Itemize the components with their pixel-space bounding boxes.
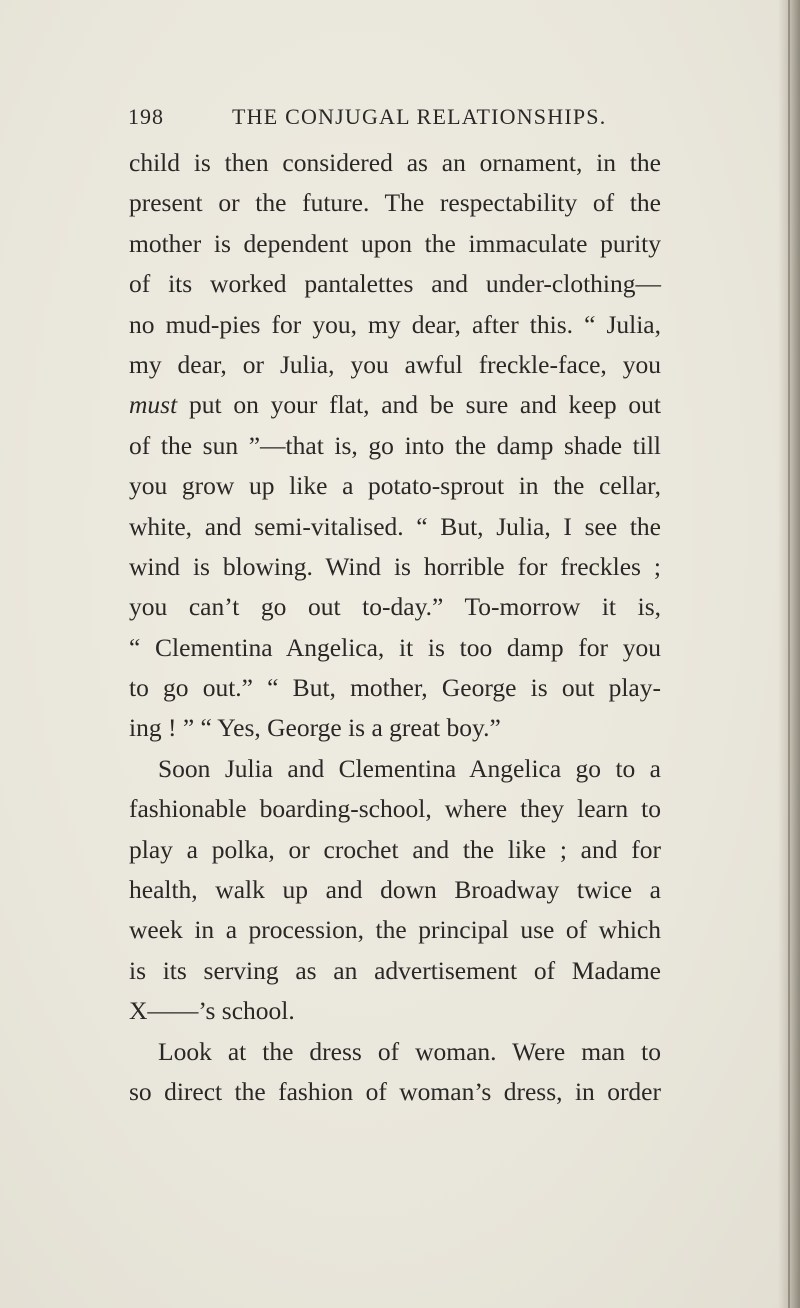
- text-line: week in a procession, the principal use of which: [129, 915, 661, 945]
- text-line: of its worked pantalettes and under-clothing—: [129, 269, 661, 299]
- text-line: is its serving as an advertisement of Madame: [129, 955, 661, 985]
- text-line: [129, 385, 661, 425]
- italic-emphasis: must: [129, 390, 178, 420]
- text-line: Soon Julia and Clementina Angelica go to a: [158, 753, 661, 783]
- text-line: you grow up like a potato-sprout in the cellar,: [129, 471, 661, 501]
- text-line: of the sun ”—that is, go into the damp shade till: [129, 430, 661, 460]
- text-line: present or the future. The respectability of the: [129, 188, 661, 218]
- text-line: X——’s school.: [129, 996, 295, 1026]
- running-head: THE CONJUGAL RELATIONSHIPS.: [232, 104, 607, 129]
- text-line: my dear, or Julia, you awful freckle-face, you: [129, 349, 661, 379]
- text-line: to go out.” “ But, mother, George is out play-: [129, 673, 661, 703]
- text-line: no mud-pies for you, my dear, after this. “ Julia,: [129, 309, 661, 339]
- text-fragment: put on your flat, and be sure and keep out: [177, 390, 661, 420]
- page-edge-line: [788, 0, 790, 1308]
- text-line: child is then considered as an ornament, in the: [129, 148, 661, 177]
- text-line: so direct the fashion of woman’s dress, in order: [129, 1076, 661, 1106]
- text-line: white, and semi-vitalised. “ But, Julia, I see the: [129, 511, 661, 541]
- text-line: play a polka, or crochet and the like ; and for: [129, 834, 661, 864]
- text-line: fashionable boarding-school, where they learn to: [129, 794, 661, 824]
- body-text: [129, 143, 661, 1112]
- text-line: health, walk up and down Broadway twice a: [129, 875, 661, 905]
- page-number: 198: [128, 104, 164, 129]
- text-line: mother is dependent upon the immaculate purity: [129, 228, 661, 258]
- text-line: wind is blowing. Wind is horrible for freckles ;: [129, 551, 661, 581]
- text-line: you can’t go out to-day.” To-morrow it is,: [129, 592, 661, 622]
- text-line: “ Clementina Angelica, it is too damp for you: [129, 632, 661, 662]
- text-line: ing ! ” “ Yes, George is a great boy.”: [129, 713, 501, 743]
- text-line: Look at the dress of woman. Were man to: [158, 1036, 661, 1066]
- page-header: [128, 104, 668, 138]
